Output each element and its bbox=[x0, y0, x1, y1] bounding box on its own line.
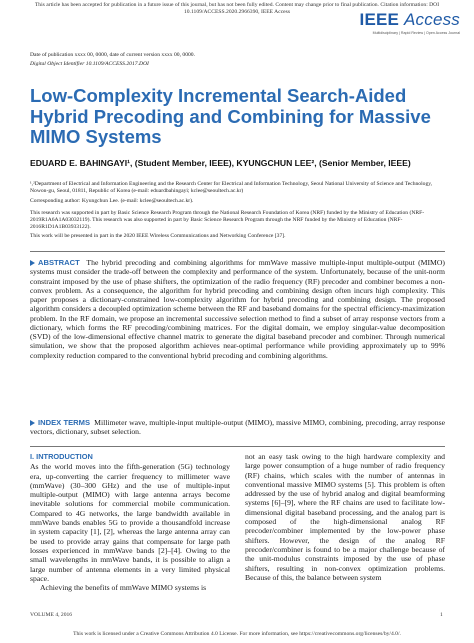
divider-top bbox=[30, 251, 445, 252]
notice-line-2: 10.1109/ACCESS.2020.2966390, IEEE Access bbox=[183, 9, 291, 15]
conference-note: This work will be presented in part in the 2020 IEEE Wireless Communications and Networking Conference [37]. bbox=[30, 233, 286, 239]
footer-page-number: 1 bbox=[440, 612, 443, 618]
intro-right-column bbox=[245, 452, 445, 582]
intro-left-column bbox=[30, 452, 230, 592]
abstract-label: ABSTRACT bbox=[38, 258, 80, 267]
index-terms-label: INDEX TERMS bbox=[38, 418, 91, 427]
divider-bottom bbox=[30, 446, 445, 447]
intro-paragraph-2: Achieving the benefits of mmWave MIMO systems is bbox=[40, 583, 207, 593]
logo-tagline: Multidisciplinary | Rapid Review | Open Access Journal bbox=[372, 31, 460, 35]
triangle-marker-icon bbox=[30, 260, 35, 266]
ieee-access-logo bbox=[340, 10, 460, 35]
footer-volume: VOLUME 4, 2016 bbox=[30, 612, 73, 618]
doi-line: Digital Object Identifier 10.1109/ACCESS.2017.DOI bbox=[30, 61, 149, 67]
affiliation: ¹,²Department of Electrical and Information Engineering and the Research Center for Electrical and Information Technology, Seoul National University of Science and Technology, Nowon-gu, Seoul, 01811, Republic of Korea (e-mail: eduardbahingayi; kclee@seoultech.ac.kr) bbox=[30, 181, 433, 194]
triangle-marker-icon bbox=[30, 420, 35, 426]
abstract bbox=[30, 258, 445, 360]
index-terms bbox=[30, 418, 445, 437]
logo-access: Access bbox=[404, 10, 460, 29]
intro-paragraph-1: As the world moves into the fifth-generation (5G) technology era, up-converting the carrier frequency to millimeter wave (mmWave) (30–300 GHz) and the use of multiple-input multiple-output (MIMO) with large antenna arrays become inevitable solutions for commercial mobile communication. Compared to 4G networks, the large bandwidth available in mmWave bands enables 5G to provide a thousandfold increase in system capacity [1], [2], whereas the large antenna array can be used to provide array gains that compensate for large path losses experienced in mmWave bands [2]–[4]. Owing to the small wavelengths in mmWave bands, it is possible to align a large number of antenna elements in a very limited physical space. bbox=[30, 462, 230, 583]
section-heading-introduction: I. INTRODUCTION bbox=[30, 452, 93, 461]
footer-license: This work is licensed under a Creative Commons Attribution 4.0 License. For more information, see https://creativecommons.org/licenses/by/4.0/. bbox=[73, 631, 401, 637]
intro-paragraph-3: not an easy task owing to the high hardware complexity and large power consumption of a huge number of radio frequency (RF) chains, which scales with the number of antennas in conventional massive MIMO systems [5]. This problem is often addressed by the use of hybrid analog and digital beamforming systems [6]–[9], where the RF chains are used to facilitate low-dimensional digital baseband processing, and the analog part is composed of the high-dimensional analog RF precoder/combiner implemented by the low-power phase shifters. However, the design of the analog RF precoder/combiner is found to be a major challenge because of the unit-modulus constraints imposed by the use of phase shifters, resulting in non-convex optimization problems. Because of this, the balance between system bbox=[245, 452, 445, 582]
logo-ieee: IEEE bbox=[359, 10, 400, 29]
abstract-text: The hybrid precoding and combining algorithms for mmWave massive multiple-input multiple-output (MIMO) systems must consider the trade-off between the complexity and performance of the system. Unfortunately, because of the unit-norm constraint imposed by the use of phase shifters, the optimization of the radio frequency (RF) precoder and combiner becomes a non-convex problem. As a consequence, the algorithm for hybrid precoding and combining design often incurs high complexity. This paper proposes a dictionary-constrained low-complexity algorithm for hybrid precoding and combining design. The proposed algorithm considers a decoupled optimization scheme between the RF and baseband domains for the spectral efficiency-maximization problem. In the RF domain, we propose an incremental successive selection method to find a subset of array response vectors from a dictionary, which forms the RF precoding/combining matrices. For the digital domain, we employ singular-value decomposition (SVD) of the low-dimensional effective channel matrix to generate the digital baseband precoder and combiner. Through numerical simulation, we show that the proposed algorithm achieves near-optimal performance while providing approximately up to 99% complexity reduction compared to the conventional hybrid precoding and combining algorithms. bbox=[30, 258, 445, 360]
authors: EDUARD E. BAHINGAYI¹, (Student Member, IEEE), KYUNGCHUN LEE², (Senior Member, IEEE) bbox=[30, 158, 411, 168]
paper-title: Low-Complexity Incremental Search-Aided Hybrid Precoding and Combining for Massive MIMO Systems bbox=[30, 85, 431, 147]
notice-line-1: This article has been accepted for publication in a future issue of this journal, but has not been fully edited. Content may change prior to final publication. Citation information: DOI bbox=[34, 2, 440, 8]
funding-note: This research was supported in part by Basic Science Research Program through the National Research Foundation of Korea (NRF) funded by the Ministry of Education (NRF-2019R1A6A1A03032119). This research was also supported in part by Basic Science Research Program through the NRF funded by the Ministry of Education (NRF-2016R1D1A1B03933122). bbox=[30, 210, 425, 230]
index-terms-text: Millimeter wave, multiple-input multiple-output (MIMO), massive MIMO, combining, precoding, array response vectors, dictionary, subset selection. bbox=[30, 418, 446, 437]
publication-dates: Date of publication xxxx 00, 0000, date of current version xxxx 00, 0000. bbox=[30, 52, 195, 58]
corresponding-author: Corresponding author: Kyungchun Lee. (e-mail: kclee@seoultech.ac.kr). bbox=[30, 198, 194, 204]
